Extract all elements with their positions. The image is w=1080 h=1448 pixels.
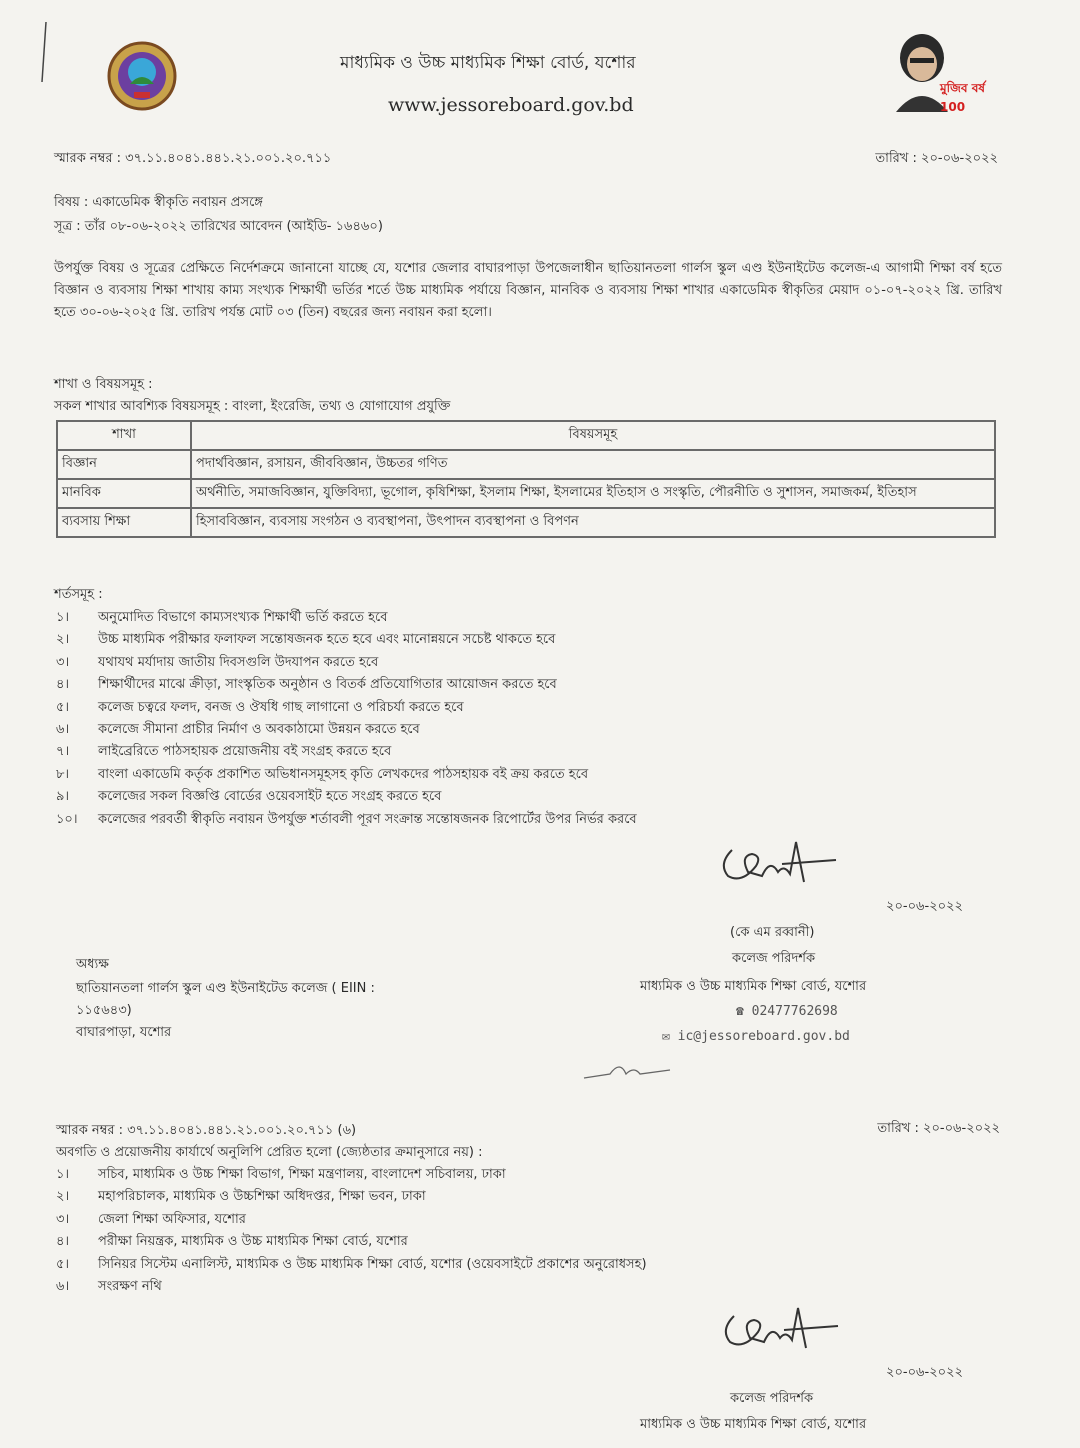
- subjects-cell: হিসাববিজ্ঞান, ব্যবসায় সংগঠন ও ব্যবস্থাপনা, উৎপাদন ব্যবস্থাপনা ও বিপণন: [191, 508, 995, 537]
- table-row: [57, 508, 995, 537]
- conditions-heading: শর্তসমূহ :: [54, 587, 103, 602]
- recipient-institution: ছাতিয়ানতলা গার্লস স্কুল এণ্ড ইউনাইটেড কলেজ ( EIIN :: [76, 981, 375, 996]
- list-item: ৫। কলেজ চত্বরে ফলদ, বনজ ও ঔষধি গাছ লাগানো ও পরিচর্যা করতে হবে: [56, 699, 464, 715]
- list-item: ১। অনুমোদিত বিভাগে কাম্যসংখ্যক শিক্ষার্থী ভর্তি করতে হবে: [56, 610, 388, 625]
- list-item: ৬। সংরক্ষণ নথি: [56, 1279, 162, 1295]
- email-line: [662, 1029, 850, 1044]
- board-name: মাধ্যমিক ও উচ্চ মাধ্যমিক শিক্ষা বোর্ড, যশোর: [340, 53, 636, 73]
- phone-number[interactable]: 02477762698: [751, 1004, 838, 1019]
- branch-cell: মানবিক: [57, 479, 191, 508]
- table-row: [57, 450, 995, 479]
- list-item: ৩। যথাযথ মর্যাদায় জাতীয় দিবসগুলি উদযাপন করতে হবে: [56, 654, 379, 670]
- branches-heading: শাখা ও বিষয়সমূহ :: [54, 377, 153, 392]
- email-address[interactable]: ic@jessoreboard.gov.bd: [677, 1029, 850, 1044]
- conditions-list: [56, 607, 956, 831]
- signature-date: ২০-০৬-২০২২: [886, 899, 964, 914]
- mujib-borsho-badge: [878, 28, 1002, 112]
- list-item: ৯। কলেজের সকল বিজ্ঞপ্তি বোর্ডের ওয়েবসাইট হতে সংগ্রহ করতে হবে: [56, 789, 442, 805]
- copies-list: [56, 1164, 956, 1298]
- recipient-eiin: ১১৫৬৪৩): [76, 1003, 132, 1018]
- compulsory-subjects-line: সকল শাখার আবশ্যিক বিষয়সমূহ : বাংলা, ইংরেজি, তথ্য ও যোগাযোগ প্রযুক্তি: [54, 399, 451, 414]
- signatory-designation: কলেজ পরিদর্শক: [732, 951, 816, 966]
- signatory-name: (কে এম রব্বানী): [730, 925, 815, 940]
- copy-intro: অবগতি ও প্রয়োজনীয় কার্যার্থে অনুলিপি প্রেরিত হলো (জ্যেষ্ঠতার ক্রমানুসারে নয়) :: [56, 1145, 483, 1160]
- body-paragraph: উপর্যুক্ত বিষয় ও সূত্রের প্রেক্ষিতে নির্দেশক্রমে জানানো যাচ্ছে যে, যশোর জেলার বাঘারপাড়া উপজেলাধীন ছাতিয়ানতলা গার্লস স্কুল এণ্ড ইউনাইটেড কলেজ-এ আগামী শিক্ষা বর্ষ হতে বিজ্ঞান ও ব্যবসায় শিক্ষা শাখায় কাম্য সংখ্যক শিক্ষার্থী ভর্তির শর্তে উচ্চ মাধ্যমিক পর্যায়ে বিজ্ঞান, মানবিক ও ব্যবসায় শিক্ষা শাখার একাডেমিক স্বীকৃতির মেয়াদ ০১-০৭-২০২২ খ্রি. তারিখ হতে ৩০-০৬-২০২৫ খ্রি. তারিখ পর্যন্ত মোট ০৩ (তিন) বছরের জন্য নবায়ন করা হলো।: [54, 261, 1002, 320]
- memo-date: তারিখ : ২০-০৬-২০২২: [875, 151, 998, 166]
- copy-memo-date: তারিখ : ২০-০৬-২০২২: [877, 1121, 1000, 1136]
- scan-mark: [40, 22, 48, 82]
- reference-line: সূত্র : তাঁর ০৮-০৬-২০২২ তারিখের আবেদন (আইডি- ১৬৪৬০): [54, 219, 383, 234]
- list-item: ৭। লাইব্রেরিতে পাঠসহায়ক প্রয়োজনীয় বই সংগ্রহ করতে হবে: [56, 744, 392, 760]
- board-logo-icon: [104, 40, 180, 112]
- phone-icon: ☎: [736, 1004, 744, 1019]
- table-header-row: [57, 421, 995, 450]
- list-item: ৬। কলেজে সীমানা প্রাচীর নির্মাণ ও অবকাঠামো উন্নয়ন করতে হবে: [56, 722, 420, 738]
- list-item: ১। সচিব, মাধ্যমিক ও উচ্চ শিক্ষা বিভাগ, শিক্ষা মন্ত্রণালয়, বাংলাদেশ সচিবালয়, ঢাকা: [56, 1167, 506, 1182]
- bottom-signatory-designation: কলেজ পরিদর্শক: [730, 1391, 814, 1406]
- bottom-signatory-office: মাধ্যমিক ও উচ্চ মাধ্যমিক শিক্ষা বোর্ড, যশোর: [640, 1417, 867, 1432]
- branch-cell: ব্যবসায় শিক্ষা: [57, 508, 191, 537]
- signatory-office: মাধ্যমিক ও উচ্চ মাধ্যমিক শিক্ষা বোর্ড, যশোর: [640, 979, 867, 994]
- column-header-branch: শাখা: [57, 421, 191, 450]
- bottom-signature-image: [714, 1302, 844, 1358]
- subjects-table: [56, 420, 996, 538]
- recipient-address: বাঘারপাড়া, যশোর: [76, 1025, 172, 1040]
- subjects-cell: পদার্থবিজ্ঞান, রসায়ন, জীববিজ্ঞান, উচ্চতর গণিত: [191, 450, 995, 479]
- list-item: ৮। বাংলা একাডেমি কর্তৃক প্রকাশিত অভিধানসমূহসহ কৃতি লেখকদের পাঠসহায়ক বই ক্রয় করতে হবে: [56, 766, 589, 782]
- list-item: ৩। জেলা শিক্ষা অফিসার, যশোর: [56, 1211, 246, 1227]
- initials-mark: [580, 1056, 680, 1084]
- branch-cell: বিজ্ঞান: [57, 450, 191, 479]
- bottom-signature-date: ২০-০৬-২০২২: [886, 1365, 964, 1380]
- subjects-cell: অর্থনীতি, সমাজবিজ্ঞান, যুক্তিবিদ্যা, ভূগোল, কৃষিশিক্ষা, ইসলাম শিক্ষা, ইসলামের ইতিহাস ও সংস্কৃতি, পৌরনীতি ও সুশাসন, সমাজকর্ম, ইতিহাস: [191, 479, 995, 508]
- list-item: ২। উচ্চ মাধ্যমিক পরীক্ষার ফলাফল সন্তোষজনক হতে হবে এবং মানোন্নয়নে সচেষ্ট থাকতে হবে: [56, 632, 556, 648]
- phone-line: [736, 1004, 838, 1019]
- list-item: ২। মহাপরিচালক, মাধ্যমিক ও উচ্চশিক্ষা অধিদপ্তর, শিক্ষা ভবন, ঢাকা: [56, 1189, 426, 1205]
- signature-image: [712, 836, 842, 892]
- table-row: [57, 479, 995, 508]
- copy-memo-number: স্মারক নম্বর : ৩৭.১১.৪০৪১.৪৪১.২১.০০১.২০.৭১১ (৬): [56, 1123, 357, 1138]
- memo-number: স্মারক নম্বর : ৩৭.১১.৪০৪১.৪৪১.২১.০০১.২০.৭১১: [54, 151, 332, 166]
- badge-text: মুজিব বর্ষ 100: [940, 81, 985, 114]
- column-header-subjects: বিষয়সমূহ: [191, 421, 995, 450]
- mail-icon: ✉: [662, 1029, 670, 1044]
- list-item: ৪। শিক্ষার্থীদের মাঝে ক্রীড়া, সাংস্কৃতিক অনুষ্ঠান ও বিতর্ক প্রতিযোগিতার আয়োজন করতে হবে: [56, 677, 557, 693]
- list-item: ১০। কলেজের পরবর্তী স্বীকৃতি নবায়ন উপর্যুক্ত শর্তাবলী পূরণ সংক্রান্ত সন্তোষজনক রিপোর্টের উপর নির্ভর করবে: [56, 811, 637, 827]
- list-item: ৫। সিনিয়র সিস্টেম এনালিস্ট, মাধ্যমিক ও উচ্চ মাধ্যমিক শিক্ষা বোর্ড, যশোর (ওয়েবসাইটে প্রকাশের অনুরোধসহ): [56, 1256, 647, 1272]
- recipient-title: অধ্যক্ষ: [76, 957, 109, 972]
- list-item: ৪। পরীক্ষা নিয়ন্ত্রক, মাধ্যমিক ও উচ্চ মাধ্যমিক শিক্ষা বোর্ড, যশোর: [56, 1234, 408, 1250]
- subject-line: বিষয় : একাডেমিক স্বীকৃতি নবায়ন প্রসঙ্গে: [54, 195, 263, 210]
- board-website[interactable]: www.jessoreboard.gov.bd: [388, 94, 634, 116]
